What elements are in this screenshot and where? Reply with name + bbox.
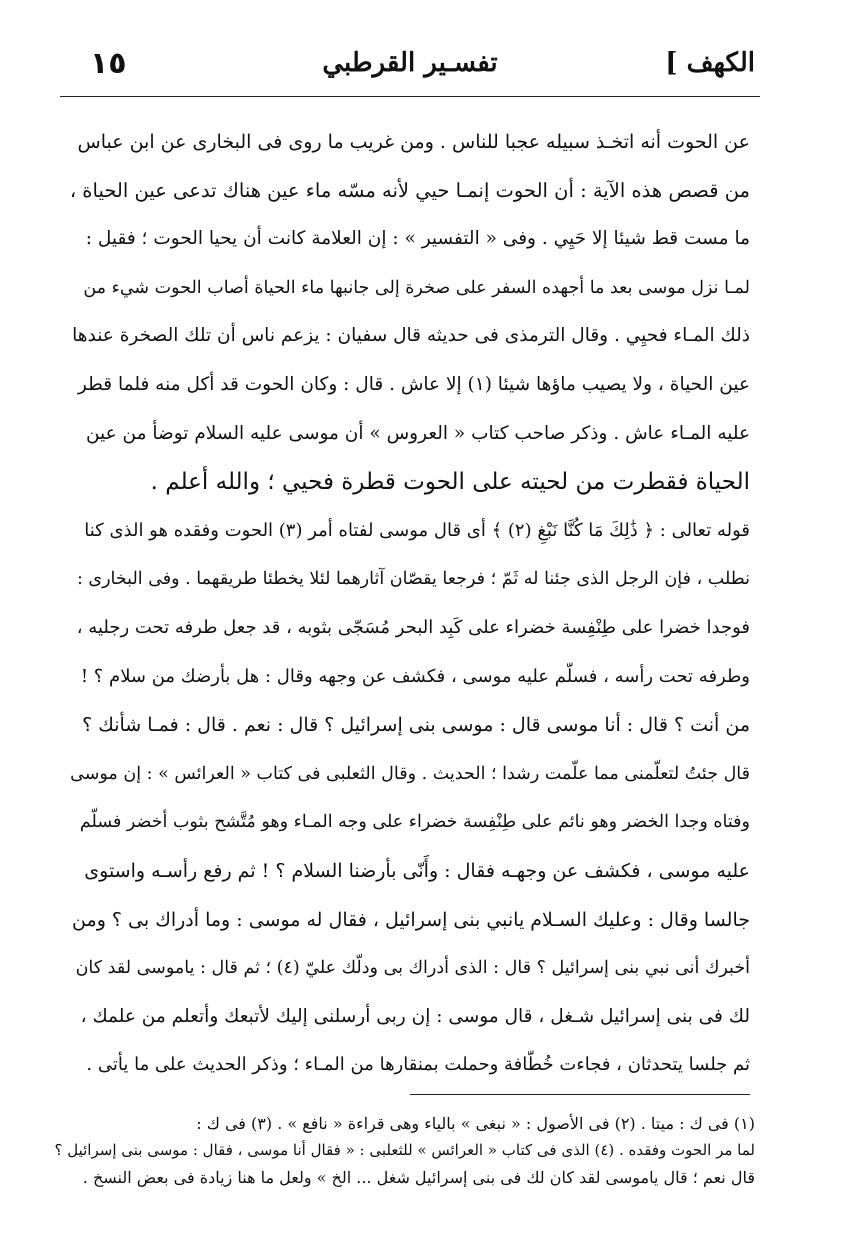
body-text xyxy=(70,118,750,1090)
text-line: فوجدا خضرا على طِنْفِسة خضراء على كَبِد البحر مُسَجّى بثوبه ، قد جعل طرفه تحت رجليه ، xyxy=(76,616,750,638)
text-line: ما مست قط شيئا إلا حَيِي . وفى « التفسير » : إن العلامة كانت أن يحيا الحوت ؛ فقيل : xyxy=(85,228,750,250)
text-line: وطرفه تحت رأسه ، فسلّم عليه موسى ، فكشف عن وجهه وقال : هل بأرضك من سلام ؟ ! xyxy=(80,665,750,687)
footnotes xyxy=(55,1110,755,1191)
book-title: تفسـير القرطبي xyxy=(322,48,498,78)
footnote-divider xyxy=(410,1094,750,1095)
text-line: نطلب ، فإن الرجل الذى جئنا له ثَمّ ؛ فرجعا يقصّان آثارهما لئلا يخطئا طريقهما . وفى البخارى : xyxy=(76,569,750,590)
chapter-name: الكهف ] xyxy=(665,48,755,78)
text-line: قوله تعالى : ﴿ ذَٰلِكَ مَا كُنَّا نَبْغِ (٢) ﴾ أى قال موسى لفتاه أمر (٣) الحوت وفقده هو الذى كنا xyxy=(84,519,750,541)
text-line: عين الحياة ، ولا يصيب ماؤها شيئا (١) إلا عاش . قال : وكان الحوت قد أكل منه فلما قطر xyxy=(77,373,750,395)
text-line: من أنت ؟ قال : أنا موسى قال : موسى بنى إسرائيل ؟ قال : نعم . قال : فمـا شأنك ؟ xyxy=(82,714,750,737)
text-line: قال جئتُ لتعلّمنى مما علّمت رشدا ؛ الحديث . وقال الثعلبى فى كتاب « العرائس » : إن موسى xyxy=(70,763,750,784)
text-line: لك فى بنى إسرائيل شـغل ، قال موسى : إن ربى أرسلنى إليك لأتبعك وأتعلم من علمك ، xyxy=(80,1005,750,1027)
text-line: أخبرك أنى نبي بنى إسرائيل ؟ قال : الذى أدراك بى ودلّك عليّ (٤) ؛ ثم قال : ياموسى لقد كان xyxy=(75,958,750,979)
text-line: لمـا نزل موسى بعد ما أجهده السفر على صخرة إلى جانبها ماء الحياة أصاب الحوت شيء من xyxy=(83,277,750,298)
text-line: ذلك المـاء فحيِي . وقال الترمذى فى حديثه قال سفيان : يزعم ناس أن تلك الصخرة عندها xyxy=(72,325,750,347)
page-header xyxy=(60,40,760,90)
text-line: عليه المـاء عاش . وذكر صاحب كتاب « العروس » أن موسى عليه السلام توضأ من عين xyxy=(85,422,750,444)
footnote-line: قال نعم ؛ قال ياموسى لقد كان لك فى بنى إسرائيل شغل ... الخ » ولعل ما هنا زيادة فى بعض النسخ . xyxy=(82,1168,755,1187)
text-line: عن الحوت أنه اتخـذ سبيله عجبا للناس . ومن غريب ما روى فى البخارى عن ابن عباس xyxy=(77,131,750,153)
header-divider xyxy=(60,96,760,97)
text-line: عليه موسى ، فكشف عن وجهـه فقال : وأَنّى بأرضنا السلام ؟ ! ثم رفع رأسـه واستوى xyxy=(84,859,750,882)
page-number: ١٥ xyxy=(90,46,127,81)
footnote-line: (١) فى ك : ميتا . (٢) فى الأصول : « نبغى » بالياء وهى قراءة « نافع » . (٣) فى ك : xyxy=(196,1114,755,1133)
text-line: من قصص هذه الآية : أن الحوت إنمـا حيي لأنه مسّه ماء عين هناك تدعى عين الحياة ، xyxy=(70,178,750,202)
text-line: ثم جلسا يتحدثان ، فجاءت خُطّافة وحملت بمنقارها من المـاء ؛ وذكر الحديث على ما يأتى . xyxy=(86,1054,750,1076)
text-line: وفتاه وجدا الخضر وهو نائم على طِنْفِسة خضراء على وجه المـاء وهو مُتَّشح بثوب أخضر فسلّم xyxy=(79,812,750,833)
footnote-line: لما مر الحوت وفقده . (٤) الذى فى كتاب « العرائس » للثعلبى : « فقال أنا موسى ، فقال : موسى بنى إسرائيل ؟ xyxy=(55,1141,755,1159)
text-line: الحياة فقطرت من لحيته على الحوت قطرة فحيي ؛ والله أعلم . xyxy=(150,469,750,496)
text-line: جالسا وقال : وعليك السـلام يانبي بنى إسرائيل ، فقال له موسى : وما أدراك بى ؟ ومن xyxy=(72,908,750,931)
